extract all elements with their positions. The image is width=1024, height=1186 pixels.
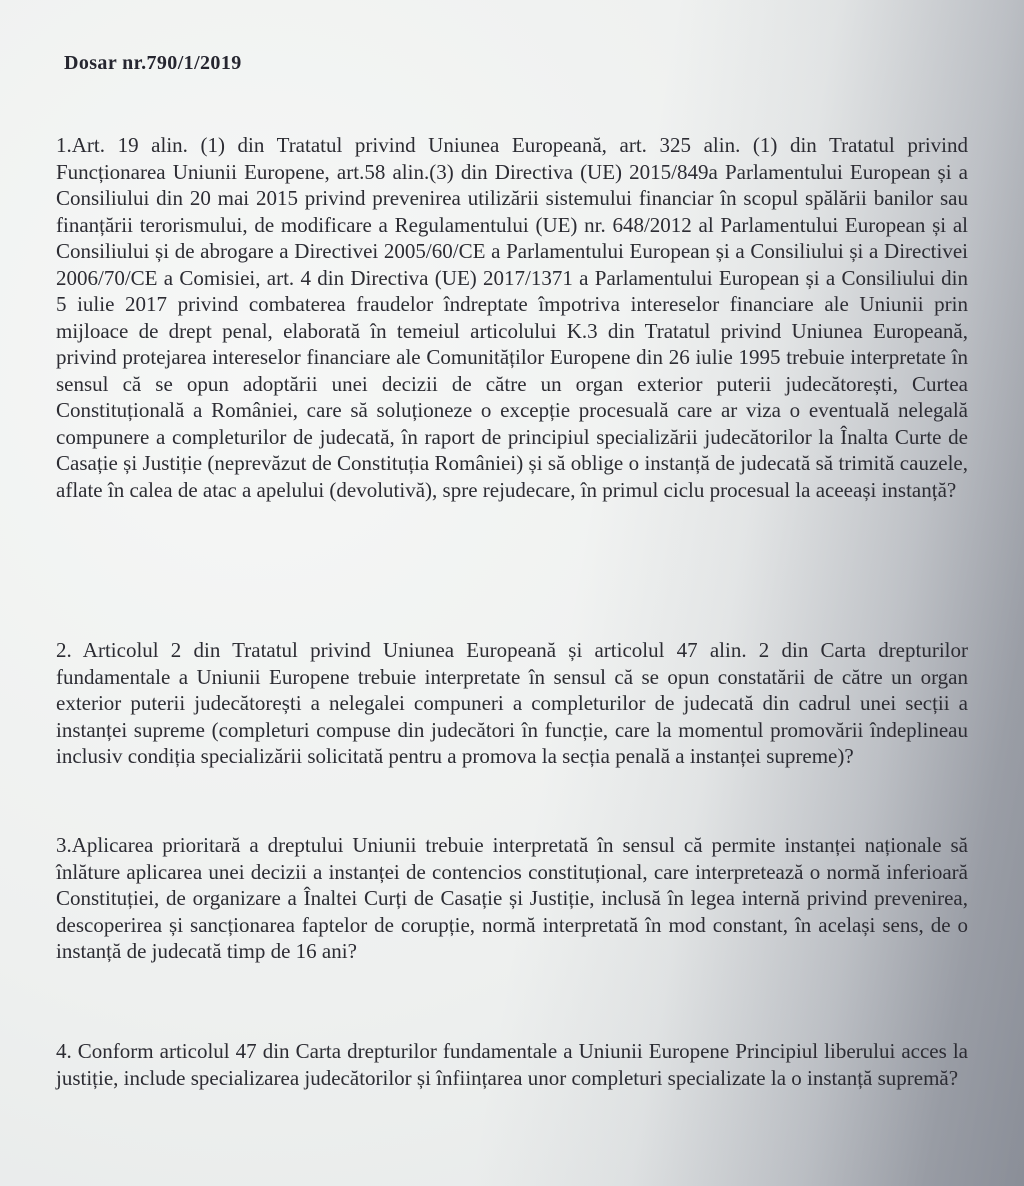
question-paragraph-2: 2. Articolul 2 din Tratatul privind Uniunea Europeană și articolul 47 alin. 2 din Carta drepturilor fundamentale a Uniunii Europene trebuie interpretate în sensul că se opun constatării de către un organ exterior puterii judecătorești a nelegalei compuneri a completurilor de judecată din cadrul unei secții a instanței supreme (completuri compuse din judecători în funcție, care la momentul promovării îndeplineau inclusiv condiția specializării solicitată pentru a promova la secția penală a instanței supreme)? [56, 638, 968, 768]
question-paragraph-4: 4. Conform articolul 47 din Carta drepturilor fundamentale a Uniunii Europene Principiul liberului acces la justiție, include specializarea judecătorilor și înființarea unor completuri specializate la o instanță supremă? [56, 1039, 968, 1090]
question-paragraph-1: 1.Art. 19 alin. (1) din Tratatul privind Uniunea Europeană, art. 325 alin. (1) din Tratatul privind Funcționarea Uniunii Europene, art.58 alin.(3) din Directiva (UE) 2015/849a Parlamentului European și a Consiliului din 20 mai 2015 privind prevenirea utilizării sistemului financiar în scopul spălării banilor sau finanțării terorismului, de modificare a Regulamentului (UE) nr. 648/2012 al Parlamentului European și al Consiliului și de abrogare a Directivei 2005/60/CE a Parlamentului European și a Consiliului și a Directivei 2006/70/CE a Comisiei, art. 4 din Directiva (UE) 2017/1371 a Parlamentului European și a Consiliului din 5 iulie 2017 privind combaterea fraudelor îndreptate împotriva intereselor financiare ale Uniunii prin mijloace de drept penal, elaborată în temeiul articolului K.3 din Tratatul privind Uniunea Europeană, privind protejarea intereselor financiare ale Comunităților Europene din 26 iulie 1995 trebuie interpretate în sensul că se opun adoptării unei decizii de către un organ exterior puterii judecătorești, Curtea Constituțională a României, care să soluționeze o excepție procesuală care ar viza o eventuală nelegală compunere a completurilor de judecată, în raport de principiul specializării judecătorilor la Înalta Curte de Casație și Justiție (neprevăzut de Constituția României) și să oblige o instanță de judecată să trimită cauzele, aflate în calea de atac a apelului (devolutivă), spre rejudecare, în primul ciclu procesual la aceeași instanță? [56, 133, 968, 502]
question-paragraph-3: 3.Aplicarea prioritară a dreptului Uniunii trebuie interpretată în sensul că permite instanței naționale să înlăture aplicarea unei decizii a instanței de contencios constituțional, care interpretează o normă inferioară Constituției, de organizare a Înaltei Curți de Casație și Justiție, inclusă în legea internă privind prevenirea, descoperirea și sancționarea faptelor de corupție, normă interpretată în mod constant, în același sens, de o instanță de judecată timp de 16 ani? [56, 833, 968, 963]
case-number-heading: Dosar nr.790/1/2019 [64, 52, 242, 74]
